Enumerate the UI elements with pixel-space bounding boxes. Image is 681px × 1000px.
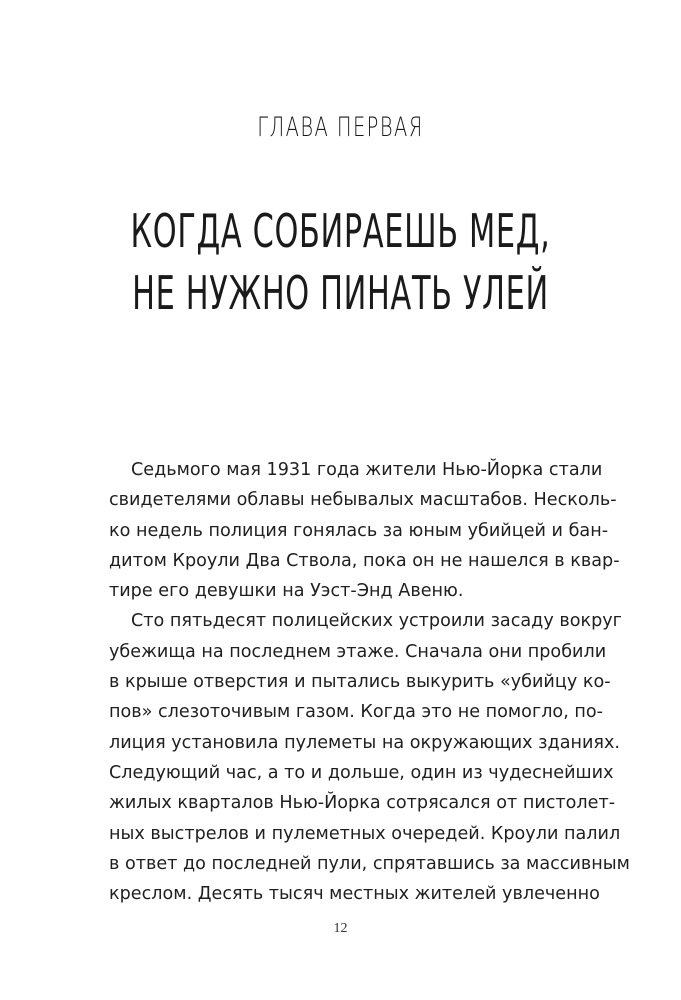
chapter-label: ГЛАВА ПЕРВАЯ [257,112,424,143]
text-line: ко недель полиция гонялась за юным убийцей и бан- [109,520,609,541]
text-line: свидетелями облавы небывалых масштабов. Несколь- [109,490,617,511]
chapter-title [116,200,565,324]
text-line: жилых кварталов Нью-Йорка сотрясался от пистолет- [109,793,616,814]
body-text [109,455,630,909]
text-line: пов» слезоточивым газом. Когда это не помогло, по- [109,702,603,723]
text-line: Сто пятьдесят полицейских устроили засаду вокруг [131,611,622,632]
text-line: лиция установила пулеметы на окружающих зданиях. [109,732,621,753]
text-line: в крыше отверстия и пытались выкурить «убийцу ко- [109,672,611,693]
text-line: убежища на последнем этаже. Сначала они пробили [109,641,607,662]
text-line: Следующий час, а то и дольше, один из чудеснейших [109,762,614,783]
chapter-title-line: НЕ НУЖНО ПИНАТЬ УЛЕЙ [132,266,549,320]
text-line: креслом. Десять тысяч местных жителей увлеченно [109,884,600,905]
text-line: дитом Кроули Два Ствола, пока он не нашелся в квар- [109,550,620,571]
text-line: тире его девушки на Уэст-Энд Авеню. [109,581,464,602]
chapter-title-line: КОГДА СОБИРАЕШЬ МЕД, [130,204,551,258]
text-line: в ответ до последней пули, спрятавшись за массивным [109,853,630,874]
text-line: Седьмого мая 1931 года жители Нью-Йорка стали [131,460,603,480]
page-number: 12 [333,921,348,936]
text-line: ных выстрелов и пулеметных очередей. Кроули палил [109,823,621,844]
